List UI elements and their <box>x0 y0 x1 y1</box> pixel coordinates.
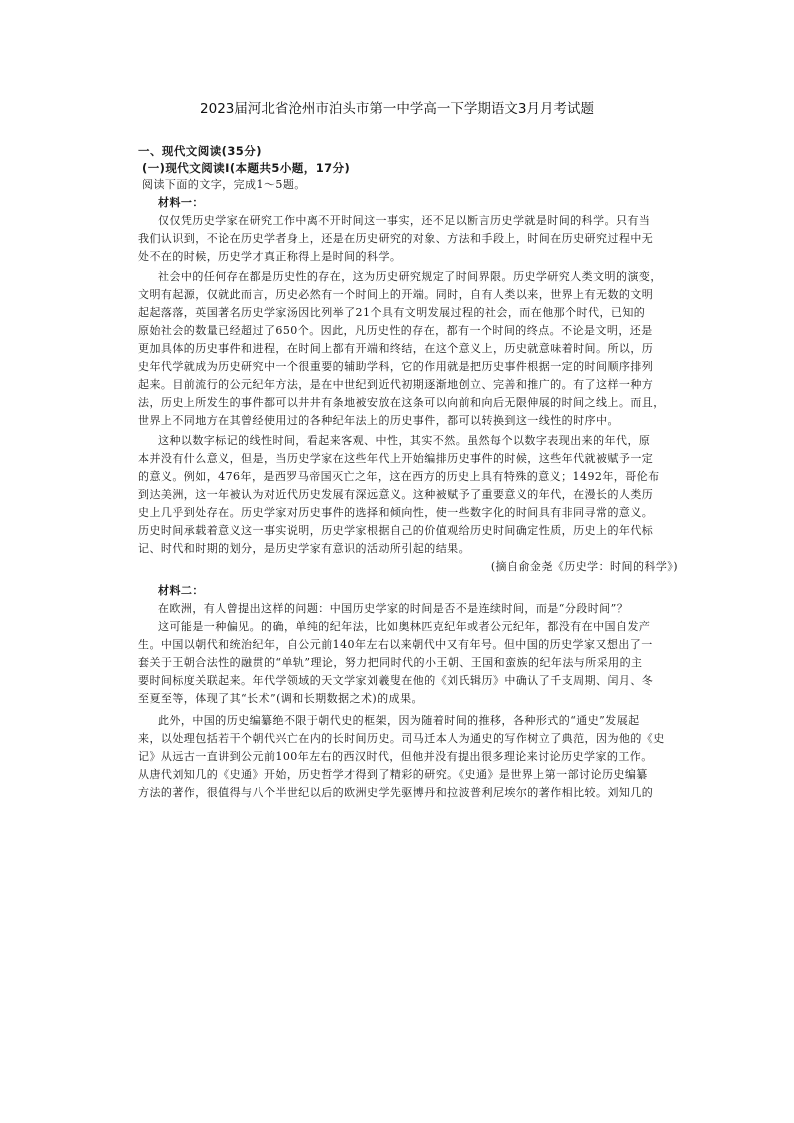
material-2-line: 记》从远古一直讲到公元前100年左右的西汉时代，但他并没有提出很多理论来讨论历史学家的工作。 <box>138 750 653 763</box>
instruction-text: 阅读下面的文字，完成1～5题。 <box>142 178 306 191</box>
material-2-line: 套关于王朝合法性的融贯的“单轨”理论，努力把同时代的小王朝、王国和蛮族的纪年法与所采用的主 <box>138 656 643 669</box>
material-2-line: 方法的著作，很值得与八个半世纪以后的欧洲史学先驱博丹和拉波普利尼埃尔的著作相比较。刘知几的 <box>138 786 654 799</box>
material-1-line: 到达美洲，这一年被认为对近代历史发展有深远意义。这种被赋予了重要意义的年代，在漫长的人类历 <box>138 488 654 501</box>
section-title: 一、现代文阅读(35分) <box>138 144 262 158</box>
material-2-line: 从唐代刘知几的《史通》开始，历史哲学才得到了精彩的研究。《史通》是世界上第一部讨论历史编纂 <box>138 768 648 781</box>
material-2-line: 至夏至等，体现了其“长术”(调和长期数据之术)的成果。 <box>138 692 423 705</box>
material-2-line: 在欧洲，有人曾提出这样的问题：中国历史学家的时间是否不是连续时间，而是“分段时间”？ <box>158 602 629 615</box>
subsection-title: (一)现代文阅读Ⅰ(本题共5小题，17分) <box>142 161 351 175</box>
material-2-line: 生。中国以朝代和统治纪年，自公元前140年左右以来朝代中又有年号。但中国的历史学家又想出了一 <box>138 638 653 651</box>
material-1-line: 仅仅凭历史学家在研究工作中离不开时间这一事实，还不足以断言历史学就是时间的科学。只有当 <box>158 214 651 227</box>
material-1-line: 本并没有什么意义，但是，当历史学家在这些年代上开始编排历史事件的时候，这些年代就被赋予一定 <box>138 452 654 465</box>
material-1-line: 记、时代和时期的划分，是历史学家有意识的活动所引起的结果。 <box>138 542 471 555</box>
material-1-line: 我们认识到，不论在历史学者身上，还是在历史研究的对象、方法和手段上，时间在历史研究过程中无 <box>138 232 654 245</box>
material-1-line: 文明有起源，仅就此而言，历史必然有一个时间上的开端。同时，自有人类以来，世界上有无数的文明 <box>138 288 654 301</box>
material-2-line: 来，以处理包括若干个朝代兴亡在内的长时间历史。司马迁本人为通史的写作树立了典范，因为他的《史 <box>138 732 665 745</box>
material-2-line: 要时间标度关联起来。年代学领域的天文学家刘羲叟在他的《刘氏辑历》中确认了千支周期、闰月、冬 <box>138 674 654 687</box>
material-1-line: 原始社会的数量已经超过了650个。因此，凡历史性的存在，都有一个时间的终点。不论是文明，还是 <box>138 324 653 337</box>
material-1-line: 处不在的时候，历史学才真正称得上是时间的科学。 <box>138 250 402 263</box>
material-1-line: 更加具体的历史事件和进程，在时间上都有开端和终结，在这个意义上，历史就意味着时间。所以，历 <box>138 342 654 355</box>
material-1-line: 史上几乎到处存在。历史学家对历史事件的选择和倾向性，使一些数字化的时间具有非同寻常的意义。 <box>138 506 654 519</box>
material-1-line: 历史时间承载着意义这一事实说明，历史学家根据自己的价值观给历史时间确定性质，历史上的年代标 <box>138 524 654 537</box>
material-1-line: 这种以数字标记的线性时间，看起来客观、中性，其实不然。虽然每个以数字表现出来的年代，原 <box>158 434 651 447</box>
material-1-line: 起起落落，英国著名历史学家汤因比列举了21个具有文明发展过程的社会，而在他那个时代，已知的 <box>138 306 646 319</box>
material-2-line: 此外，中国的历史编纂绝不限于朝代史的框架，因为随着时间的推移，各种形式的“通史”发展起 <box>158 714 640 727</box>
material-1-heading: 材料一： <box>158 196 204 209</box>
material-1-line: 起来。目前流行的公元纪年方法，是在中世纪到近代初期逐渐地创立、完善和推广的。有了这样一种方 <box>138 378 654 391</box>
material-1-source: (摘自俞金尧《历史学：时间的科学》) <box>490 560 678 573</box>
material-1-line: 史年代学就成为历史研究中一个很重要的辅助学科，它的作用就是把历史事件根据一定的时间顺序排列 <box>138 360 654 373</box>
material-1-line: 的意义。例如，476年，是西罗马帝国灭亡之年，这在西方的历史上具有特殊的意义；1492年，哥伦布 <box>138 470 660 483</box>
material-2-line: 这可能是一种偏见。的确，单纯的纪年法，比如奥林匹克纪年或者公元纪年，都没有在中国自发产 <box>158 620 651 633</box>
material-1-line: 世界上不同地方在其曾经使用过的各种纪年法上的历史事件，都可以转换到这一线性的时序中。 <box>138 414 619 427</box>
page-title: 2023届河北省沧州市泊头市第一中学高一下学期语文3月月考试题 <box>200 101 594 117</box>
material-2-heading: 材料二： <box>158 584 204 597</box>
material-1-line: 法，历史上所发生的事件都可以井井有条地被安放在这条可以向前和向后无限伸展的时间之线上。而且， <box>138 396 665 409</box>
material-1-line: 社会中的任何存在都是历史性的存在，这为历史研究规定了时间界限。历史学研究人类文明的演变， <box>158 270 662 283</box>
